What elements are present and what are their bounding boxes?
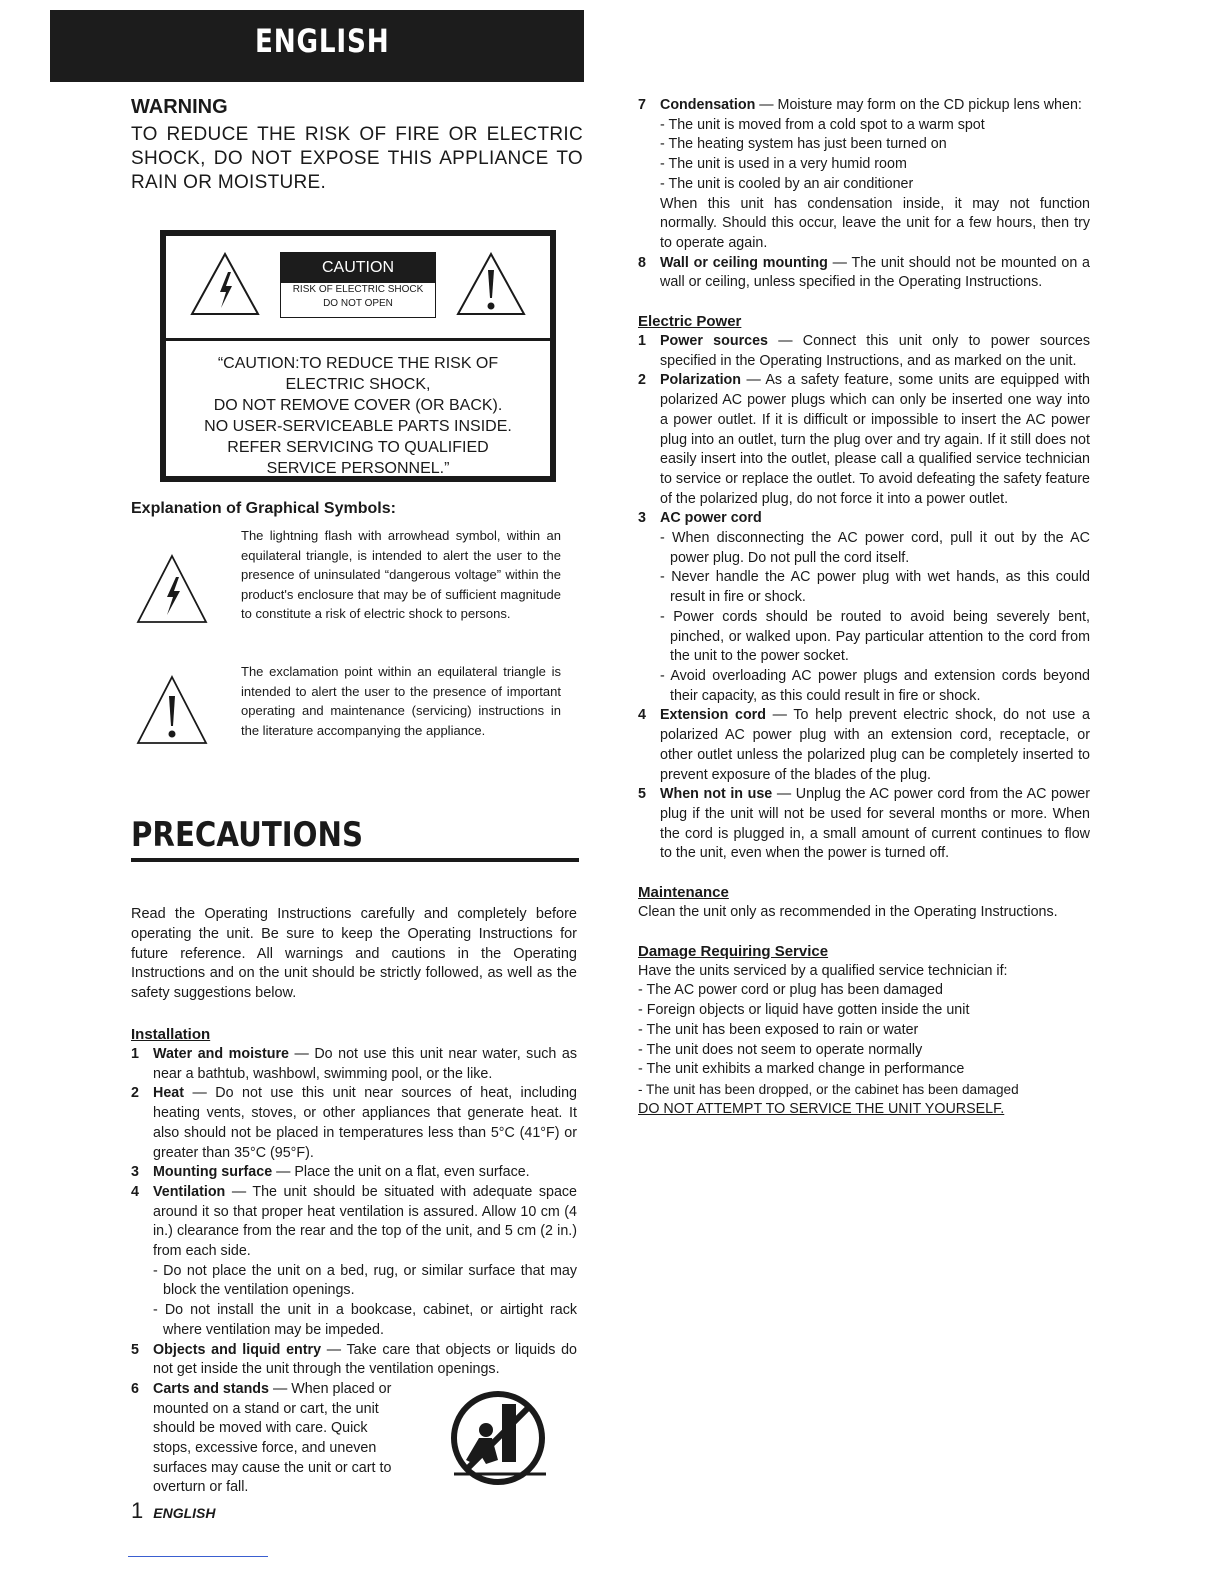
item-title: Power sources	[660, 333, 768, 350]
exclamation-symbol-icon	[136, 674, 208, 746]
right-column	[638, 96, 1090, 1119]
item-text: — Take care that objects or liquids do not get inside the unit through the ventilation openings.	[153, 1341, 577, 1378]
caution-line: ELECTRIC SHOCK,	[285, 376, 431, 393]
item-title: Condensation	[660, 97, 756, 113]
item-title: Polarization	[660, 372, 742, 389]
sub-item: - Power cords should be routed to avoid being severely bent, pinched, or walked upon. Pay particular attention to the cord from the unit to the power socket.	[660, 608, 1090, 665]
item-title: Extension cord	[660, 707, 766, 724]
sub-item: - Avoid overloading AC power plugs and extension cords beyond their capacity, as this could result in fire or shock.	[660, 667, 1090, 704]
caution-line: SERVICE PERSONNEL.”	[266, 460, 450, 477]
list-item	[638, 332, 1090, 371]
item-title: AC power cord	[660, 510, 762, 527]
caution-label	[280, 252, 436, 318]
warning-heading: WARNING	[131, 96, 228, 118]
sub-item: - The unit is used in a very humid room	[660, 156, 907, 173]
lightning-symbol-icon	[136, 553, 208, 625]
item-number: 5	[638, 786, 646, 803]
caution-message	[166, 341, 550, 479]
footer-divider	[128, 1556, 268, 1557]
item-text: — When placed or mounted on a stand or cart, the unit should be moved with care. Quick stops, excessive force, and uneven surfaces may cause the unit or cart to overturn or fall.	[153, 1380, 392, 1496]
cart-warning-icon	[446, 1390, 550, 1486]
list-item: - The unit does not seem to operate normally	[638, 1041, 923, 1058]
precautions-intro: Read the Operating Instructions carefully and completely before operating the unit. Be sure to keep the Operating Instructions for future reference. All warnings and cautions in the Operating Instructions and on the unit should be strictly followed, as well as the safety suggestions below.	[131, 906, 577, 1002]
sub-item: - Do not install the unit in a bookcase, cabinet, or airtight rack where ventilation may be impeded.	[153, 1302, 577, 1338]
banner-title: ENGLISH	[255, 22, 390, 60]
item-number: 3	[638, 510, 646, 527]
caution-box	[160, 230, 556, 482]
caution-label-line1: RISK OF ELECTRIC SHOCK	[292, 284, 424, 295]
sub-item: - The heating system has just been turned on	[660, 136, 947, 153]
list-item: - The unit has been exposed to rain or water	[638, 1021, 919, 1038]
item-title: Carts and stands	[153, 1380, 269, 1397]
list-item	[131, 1163, 577, 1183]
item-number: 5	[131, 1341, 139, 1358]
list-item: - The unit exhibits a marked change in performance	[638, 1061, 965, 1078]
language-banner	[50, 10, 584, 82]
exclamation-symbol-text: The exclamation point within an equilateral triangle is intended to alert the user to the presence of important operating and maintenance (servicing) instructions in the literature accompanying the appliance.	[241, 664, 561, 738]
item-number: 1	[638, 333, 646, 350]
sub-item: - The unit is moved from a cold spot to a warm spot	[660, 116, 985, 133]
item-number: 8	[638, 254, 646, 271]
item-text: — Unplug the AC power cord from the AC power plug if the unit will not be used for several months or more. When the cord is plugged in, a small amount of current continues to flow to the unit, even when the power is turned off.	[660, 786, 1090, 862]
list-item	[638, 254, 1090, 293]
item-number: 4	[638, 707, 646, 724]
title-rule	[131, 858, 579, 862]
page-number: 1	[131, 1498, 144, 1523]
list-item	[131, 1084, 577, 1163]
item-text: — To help prevent electric shock, do not use a polarized AC power plug with an extension cord, receptacle, or other outlet unless the polarized plug can be completely inserted to prevent exposure of the blades of the plug.	[660, 707, 1090, 783]
warning-section	[131, 96, 583, 195]
list-item	[131, 1183, 577, 1341]
item-text: — Moisture may form on the CD pickup lens when:	[755, 97, 1082, 113]
maintenance-heading: Maintenance	[638, 884, 729, 902]
symbols-heading: Explanation of Graphical Symbols:	[131, 500, 396, 517]
item-text: — Connect this unit only to power sources specified in the Operating Instructions, and as marked on the unit.	[660, 333, 1090, 369]
caution-line: REFER SERVICING TO QUALIFIED	[227, 439, 489, 456]
item-text: — The unit should be situated with adequate space around it so that proper heat ventilation is assured. Allow 10 cm (4 in.) clearance from the rear and the top of the unit, and 5 cm (2 in.) from each side.	[153, 1183, 577, 1260]
item-text: — Place the unit on a flat, even surface.	[272, 1164, 530, 1181]
list-item	[638, 706, 1090, 785]
list-item	[638, 785, 1090, 864]
sub-item: - Do not place the unit on a bed, rug, or similar surface that may block the ventilation openings.	[153, 1262, 577, 1299]
sub-item: - When disconnecting the AC power cord, pull it out by the AC power plug. Do not pull the cord itself.	[660, 530, 1090, 566]
list-item	[131, 1341, 577, 1380]
item-number: 3	[131, 1164, 139, 1181]
item-title: Objects and liquid entry	[153, 1341, 322, 1358]
caution-label-line2: DO NOT OPEN	[323, 298, 393, 309]
item-title: Heat	[153, 1085, 184, 1102]
item-number: 4	[131, 1183, 139, 1200]
installation-heading: Installation	[131, 1026, 211, 1043]
item-title: Ventilation	[153, 1183, 226, 1200]
precautions-title: PRECAUTIONS	[131, 815, 364, 855]
lightning-warning-icon	[190, 252, 260, 316]
item-number: 6	[131, 1380, 139, 1397]
electric-power-heading: Electric Power	[638, 313, 742, 331]
condensation-note: When this unit has condensation inside, it may not function normally. Should this occur, leave the unit for a few hours, then try to operate again.	[660, 195, 1090, 251]
lightning-symbol-text: The lightning flash with arrowhead symbol, within an equilateral triangle, is intended to alert the user to the presence of uninsulated “dangerous voltage” within the product's enclosure that may be of sufficient magnitude to constitute a risk of electric shock to persons.	[241, 528, 561, 621]
item-text: — Do not use this unit near water, such as near a bathtub, washbowl, swimming pool, or the like.	[153, 1046, 577, 1082]
sub-item: - Never handle the AC power plug with wet hands, as this could result in fire or shock.	[660, 569, 1090, 606]
list-item: - The AC power cord or plug has been damaged	[638, 982, 943, 999]
list-item	[638, 96, 1090, 254]
list-item: - The unit has been dropped, or the cabinet has been damaged	[638, 1081, 1019, 1097]
caution-label-title: CAUTION	[281, 253, 435, 283]
caution-line: NO USER-SERVICEABLE PARTS INSIDE.	[204, 418, 512, 435]
footer-label: ENGLISH	[153, 1505, 216, 1521]
item-number: 1	[131, 1046, 139, 1062]
item-number: 2	[638, 372, 646, 389]
damage-heading: Damage Requiring Service	[638, 942, 829, 960]
sub-item: - The unit is cooled by an air conditioner	[660, 175, 914, 192]
exclamation-warning-icon	[456, 252, 526, 316]
list-item	[131, 1380, 395, 1498]
item-number: 2	[131, 1085, 139, 1102]
item-title: Wall or ceiling mounting	[660, 254, 828, 271]
item-title: Water and moisture	[153, 1046, 290, 1062]
list-item: - Foreign objects or liquid have gotten inside the unit	[638, 1002, 970, 1019]
caution-header	[166, 236, 550, 341]
maintenance-text: Clean the unit only as recommended in the Operating Instructions.	[638, 904, 1058, 921]
item-text: — As a safety feature, some units are equipped with polarized AC power plugs which can only be inserted one way into a power outlet. If it is difficult or impossible to insert the AC power plug into an outlet, turn the plug over and try again. If it still does not easily insert into the outlet, please call a qualified service technician to service or replace the outlet. To avoid defeating the safety feature of the polarized plug, do not force it into a power outlet.	[660, 372, 1090, 507]
page-footer	[131, 1498, 215, 1524]
caution-line: “CAUTION:TO REDUCE THE RISK OF	[217, 355, 499, 372]
list-item	[638, 371, 1090, 509]
item-text: — The unit should not be mounted on a wall or ceiling, unless specified in the Operating Instructions.	[660, 254, 1091, 291]
warning-text: TO REDUCE THE RISK OF FIRE OR ELECTRIC SHOCK, DO NOT EXPOSE THIS APPLIANCE TO RAIN OR MOISTURE.	[131, 124, 583, 193]
item-number: 7	[638, 97, 646, 113]
damage-closing: DO NOT ATTEMPT TO SERVICE THE UNIT YOURSELF.	[638, 1100, 1005, 1117]
list-item	[638, 509, 1090, 706]
list-item	[131, 1045, 577, 1084]
damage-intro: Have the units serviced by a qualified service technician if:	[638, 962, 1008, 979]
item-text: — Do not use this unit near sources of heat, including heating vents, stoves, or other appliances that generate heat. It also should not be placed in temperatures less than 5°C (41°F) or greater than 35°C (95°F).	[153, 1085, 577, 1161]
item-title: When not in use	[660, 786, 773, 803]
item-title: Mounting surface	[153, 1164, 273, 1181]
caution-line: DO NOT REMOVE COVER (OR BACK).	[213, 397, 503, 414]
